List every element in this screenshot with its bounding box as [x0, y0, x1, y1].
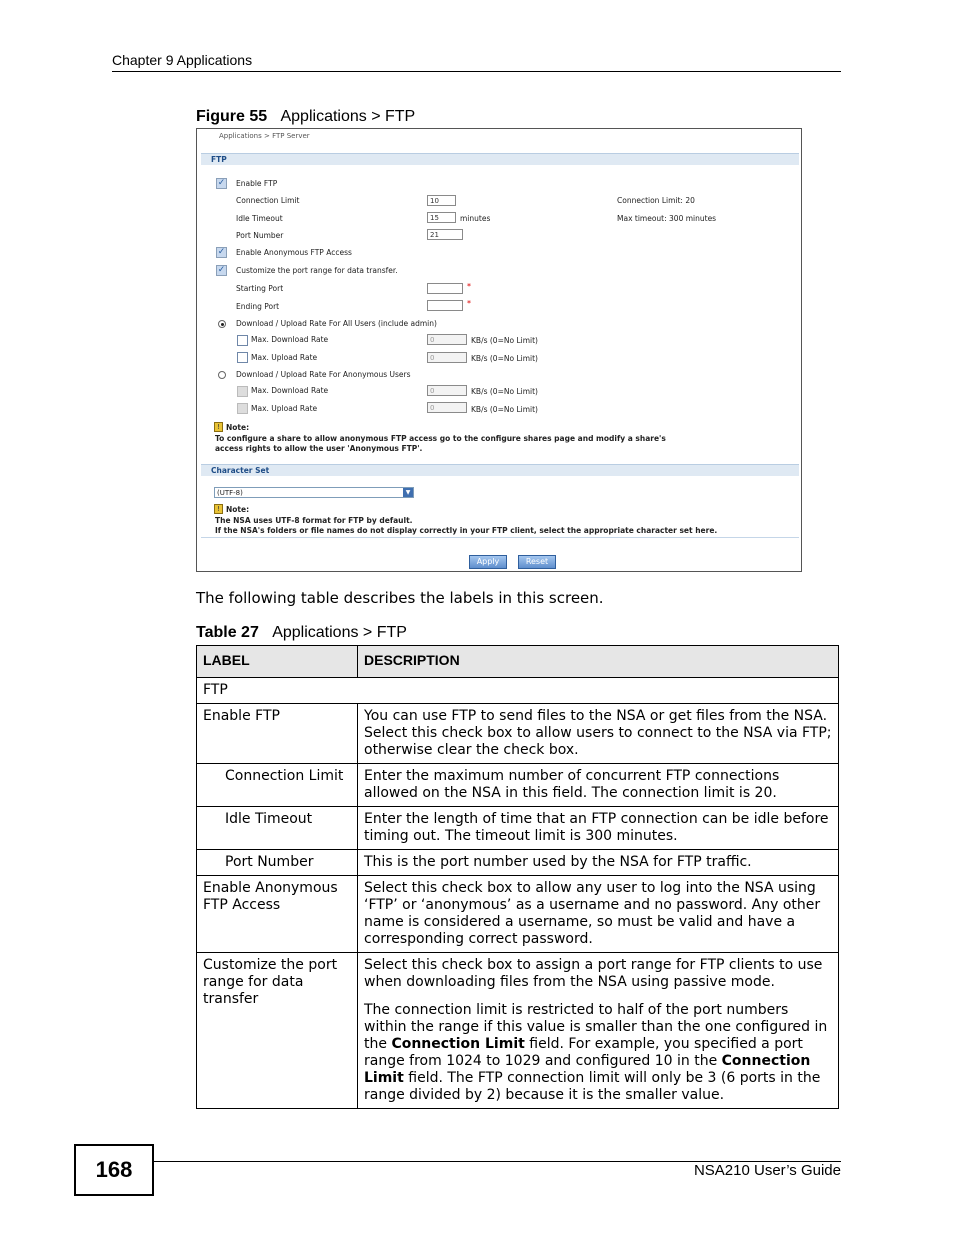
anon-max-upload-label: Max. Upload Rate	[251, 404, 318, 413]
header-rule	[112, 71, 841, 72]
note1-line2: access rights to allow the user 'Anonymous FTP'.	[215, 444, 423, 453]
ending-port-label: Ending Port	[236, 302, 280, 311]
note1-line1: To configure a share to allow anonymous FTP access go to the configure shares page and modify a share's	[215, 434, 666, 443]
anon-max-download-input[interactable]: 0	[427, 385, 467, 396]
starting-port-label: Starting Port	[236, 284, 284, 293]
charset-select[interactable]	[214, 487, 414, 498]
note2-line1: The NSA uses UTF-8 format for FTP by default.	[215, 516, 413, 525]
row-description: This is the port number used by the NSA for FTP traffic.	[358, 850, 839, 876]
all-max-download-label: Max. Download Rate	[251, 335, 329, 344]
anon-max-upload-input[interactable]: 0	[427, 402, 467, 413]
anon-max-upload-checkbox[interactable]	[237, 403, 248, 414]
table-header-row	[197, 646, 839, 678]
port-number-label: Port Number	[236, 231, 284, 240]
description-column-header: DESCRIPTION	[358, 646, 839, 678]
row-description: Enter the length of time that an FTP connection can be idle before timing out. The timeout limit is 300 minutes.	[358, 807, 839, 850]
all-max-upload-checkbox[interactable]	[237, 352, 248, 363]
section-ftp: FTP	[197, 678, 839, 704]
table-section-row	[197, 678, 839, 704]
reset-button[interactable]: Reset	[518, 555, 556, 569]
required-mark: *	[467, 299, 471, 308]
row-description: Select this check box to allow any user to log into the NSA using ‘FTP’ or ‘anonymous’ as a username and no password. Any other name is considered a username, so must be valid and have a corresponding correct password.	[358, 876, 839, 953]
table-row	[197, 764, 839, 807]
rate-anonymous-radio[interactable]	[218, 371, 226, 379]
rate-all-users-label: Download / Upload Rate For All Users (include admin)	[236, 319, 437, 328]
connection-limit-label: Connection Limit	[236, 196, 300, 205]
required-mark: *	[467, 282, 471, 291]
row-label: Customize the port range for data transfer	[197, 953, 358, 1109]
note-icon: !	[214, 422, 223, 432]
row-description: You can use FTP to send files to the NSA or get files from the NSA. Select this check box to allow users to connect to the NSA via FTP; otherwise clear the check box.	[358, 704, 839, 764]
all-max-download-input[interactable]: 0	[427, 334, 467, 345]
rate-unit: KB/s (0=No Limit)	[471, 354, 538, 363]
anon-max-download-checkbox[interactable]	[237, 386, 248, 397]
ftp-section-bar: FTP	[201, 153, 799, 165]
enable-ftp-checkbox[interactable]: ✓	[217, 178, 226, 188]
chevron-down-icon: ▼	[403, 488, 413, 497]
rate-unit: KB/s (0=No Limit)	[471, 405, 538, 414]
idle-timeout-input[interactable]: 15	[427, 212, 456, 223]
row-label: Enable FTP	[197, 704, 358, 764]
ending-port-input[interactable]	[427, 300, 463, 311]
page-number: 168	[74, 1144, 154, 1196]
row-description: Enter the maximum number of concurrent FTP connections allowed on the NSA in this field. The connection limit is 20.	[358, 764, 839, 807]
table-title: Applications > FTP	[272, 624, 407, 641]
rate-unit: KB/s (0=No Limit)	[471, 336, 538, 345]
note2-line2: If the NSA's folders or file names do not display correctly in your FTP client, select the appropriate character set here.	[215, 526, 718, 535]
idle-timeout-hint: Max timeout: 300 minutes	[617, 214, 717, 223]
note-icon: !	[214, 504, 223, 514]
idle-timeout-label: Idle Timeout	[236, 214, 283, 223]
desc-bold: Connection Limit	[391, 1036, 525, 1052]
label-description-table	[196, 645, 839, 1109]
ftp-screenshot	[196, 128, 802, 572]
connection-limit-input[interactable]: 10	[427, 195, 456, 206]
table-row	[197, 876, 839, 953]
enable-anonymous-checkbox[interactable]: ✓	[217, 247, 226, 257]
enable-anonymous-label: Enable Anonymous FTP Access	[236, 248, 352, 257]
guide-title: NSA210 User’s Guide	[693, 1162, 841, 1179]
table-label: Table 27	[196, 624, 259, 641]
table-row	[197, 704, 839, 764]
all-max-upload-input[interactable]: 0	[427, 352, 467, 363]
customize-range-label: Customize the port range for data transfer.	[236, 266, 398, 275]
row-label: Port Number	[197, 850, 358, 876]
breadcrumb: Applications > FTP Server	[219, 132, 310, 140]
note-title: Note:	[226, 505, 250, 514]
rate-anonymous-label: Download / Upload Rate For Anonymous Users	[236, 370, 411, 379]
customize-range-checkbox[interactable]: ✓	[217, 265, 226, 275]
intro-text: The following table describes the labels in this screen.	[196, 589, 604, 607]
all-max-download-checkbox[interactable]	[237, 335, 248, 346]
rate-unit: KB/s (0=No Limit)	[471, 387, 538, 396]
apply-button[interactable]: Apply	[469, 555, 507, 569]
row-label: Idle Timeout	[197, 807, 358, 850]
figure-label: Figure 55	[196, 108, 268, 125]
note-title: Note:	[226, 423, 250, 432]
starting-port-input[interactable]	[427, 283, 463, 294]
row-description-para: Select this check box to assign a port range for FTP clients to use when downloading files from the NSA using passive mode.	[364, 957, 823, 990]
desc-text: field. The FTP connection limit will only be 3 (6 ports in the range divided by 2) because it is the smaller value.	[364, 1070, 821, 1103]
desc-text: The connection limit is restricted to half of the port numbers within the range if this value is smaller than the one configured in the	[364, 1002, 828, 1052]
port-number-input[interactable]: 21	[427, 229, 463, 240]
rate-all-users-radio[interactable]	[218, 320, 226, 328]
table-caption	[196, 624, 407, 642]
figure-title: Applications > FTP	[280, 108, 416, 125]
table-row	[197, 850, 839, 876]
row-description-para	[364, 1002, 832, 1104]
desc-text: field. For example, you specified a port range from 1024 to 1029 and configured 10 in the	[364, 1036, 803, 1069]
row-label: Connection Limit	[197, 764, 358, 807]
idle-timeout-unit: minutes	[460, 214, 491, 223]
enable-ftp-label: Enable FTP	[236, 179, 278, 188]
table-row	[197, 953, 839, 1109]
row-description	[358, 953, 839, 1109]
connection-limit-hint: Connection Limit: 20	[617, 196, 695, 205]
figure-caption	[196, 108, 415, 126]
anon-max-download-label: Max. Download Rate	[251, 386, 329, 395]
chapter-header: Chapter 9 Applications	[112, 52, 253, 68]
label-column-header: LABEL	[197, 646, 358, 678]
row-label: Enable Anonymous FTP Access	[197, 876, 358, 953]
charset-section-bar: Character Set	[201, 464, 799, 476]
all-max-upload-label: Max. Upload Rate	[251, 353, 318, 362]
bottom-divider	[201, 537, 799, 538]
desc-bold: Connection Limit	[364, 1053, 811, 1086]
charset-select-value: (UTF-8)	[217, 489, 243, 497]
table-row	[197, 807, 839, 850]
